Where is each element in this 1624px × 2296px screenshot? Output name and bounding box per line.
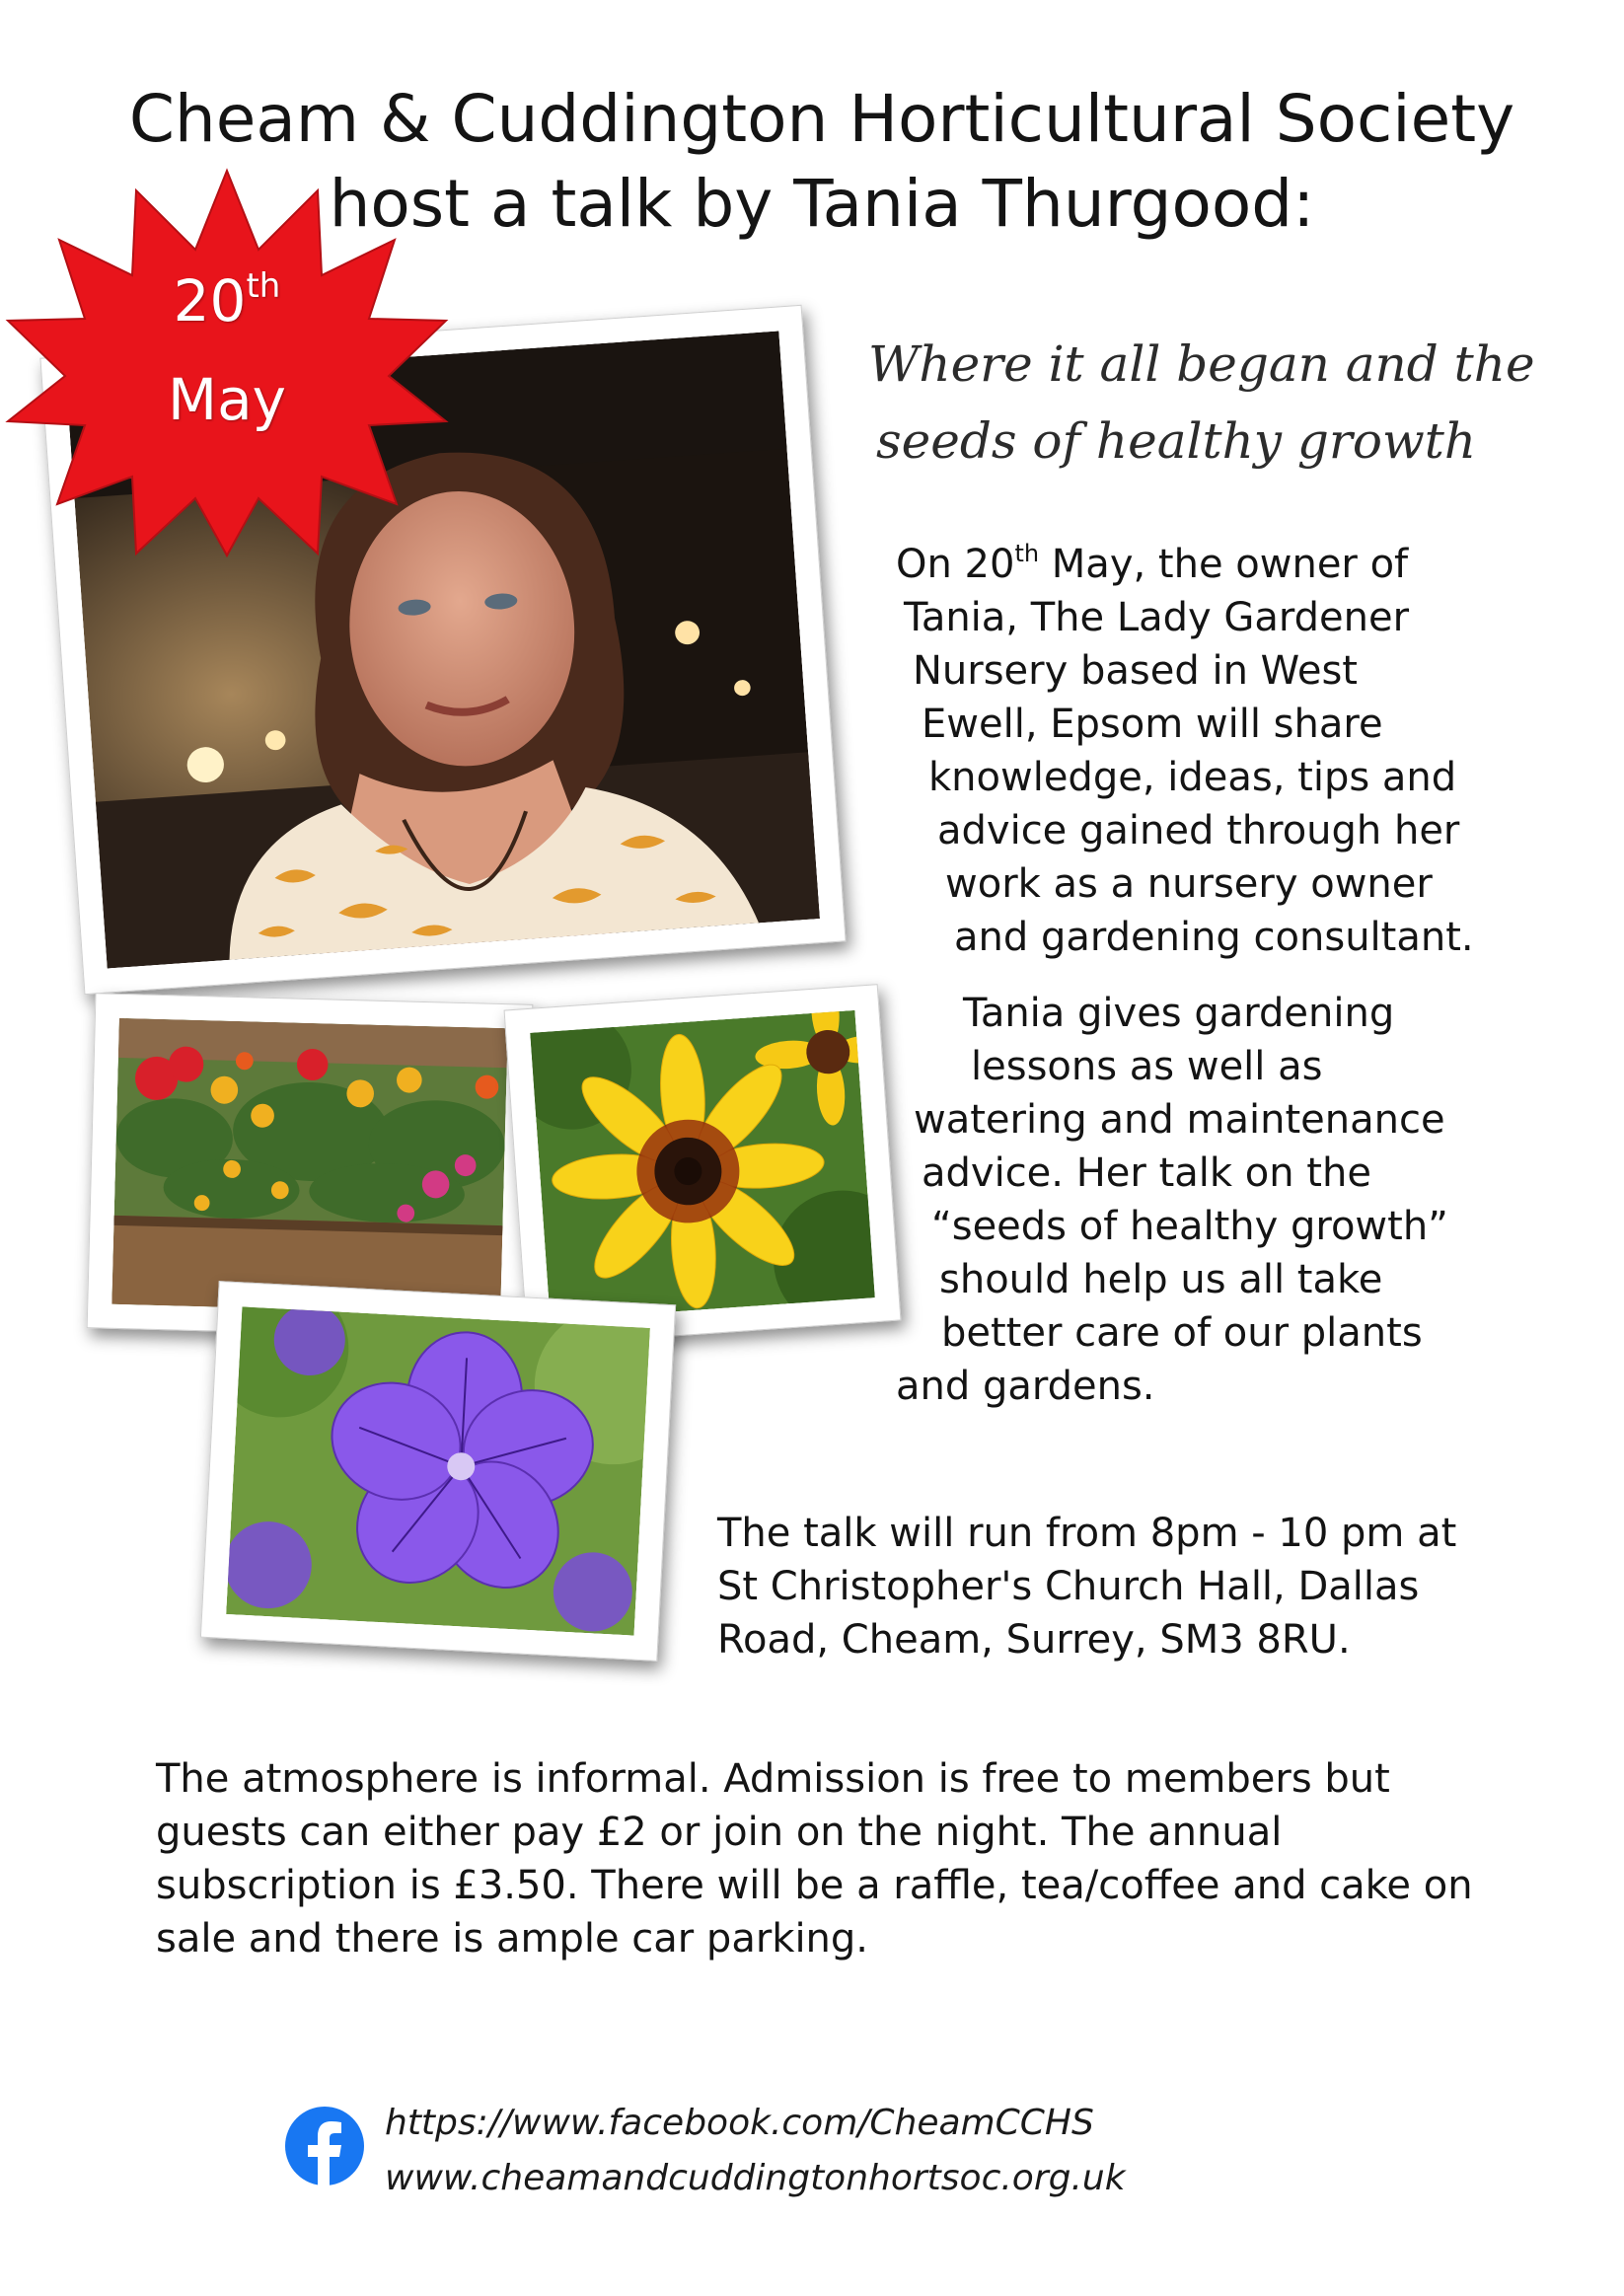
purple-geranium-photo xyxy=(226,1306,650,1635)
lessons-line: better care of our plants xyxy=(941,1310,1423,1356)
links xyxy=(385,2096,1126,2206)
sunflower-polaroid xyxy=(504,984,902,1347)
intro-line: and gardening consultant. xyxy=(954,915,1474,960)
tagline-line-2: seeds of healthy growth xyxy=(876,412,1477,470)
title-line-2: host a talk by Tania Thurgood: xyxy=(329,166,1315,242)
date-badge xyxy=(0,163,454,562)
intro-line: work as a nursery owner xyxy=(945,861,1433,907)
lessons-line: Tania gives gardening xyxy=(963,991,1395,1036)
info-line: The atmosphere is informal. Admission is free to members but xyxy=(156,1756,1390,1802)
venue-line: St Christopher's Church Hall, Dallas xyxy=(717,1564,1420,1609)
facebook-icon[interactable] xyxy=(284,2106,365,2186)
title-line-1: Cheam & Cuddington Horticultural Society xyxy=(128,81,1515,157)
lessons-line: “seeds of healthy growth” xyxy=(931,1204,1448,1249)
lessons-line: advice. Her talk on the xyxy=(922,1150,1371,1196)
lessons-line: and gardens. xyxy=(896,1364,1155,1409)
geranium-polaroid xyxy=(200,1281,676,1662)
intro-line: advice gained through her xyxy=(937,808,1460,853)
venue-line: Road, Cheam, Surrey, SM3 8RU. xyxy=(717,1617,1351,1663)
info-line: subscription is £3.50. There will be a raffle, tea/coffee and cake on xyxy=(156,1863,1473,1908)
intro-line: Nursery based in West xyxy=(913,648,1358,694)
info-paragraph xyxy=(156,1752,1473,1965)
tagline xyxy=(868,326,1579,480)
badge-month: May xyxy=(168,366,286,433)
flower-box-photo xyxy=(111,1018,507,1314)
lessons-line: lessons as well as xyxy=(971,1044,1323,1089)
info-line: guests can either pay £2 or join on the night. The annual xyxy=(156,1810,1283,1855)
red-starburst-icon xyxy=(0,163,454,562)
website-link[interactable]: www.cheamandcuddingtonhortsoc.org.uk xyxy=(385,2158,1126,2198)
intro-line: knowledge, ideas, tips and xyxy=(928,755,1457,800)
lessons-line: watering and maintenance xyxy=(914,1097,1445,1143)
intro-line-1: On 20th May, the owner of xyxy=(896,540,1409,587)
intro-line: Ewell, Epsom will share xyxy=(922,702,1383,747)
intro-line: Tania, The Lady Gardener xyxy=(904,595,1410,640)
tagline-line-1: Where it all began and the xyxy=(868,335,1535,393)
badge-day: 20th xyxy=(173,266,281,334)
info-line: sale and there is ample car parking. xyxy=(156,1916,869,1962)
facebook-link[interactable]: https://www.facebook.com/CheamCCHS xyxy=(385,2103,1094,2143)
venue-paragraph xyxy=(717,1507,1456,1666)
rudbeckia-photo xyxy=(530,1010,875,1320)
lessons-line: should help us all take xyxy=(939,1257,1383,1302)
venue-line: The talk will run from 8pm - 10 pm at xyxy=(717,1511,1457,1556)
